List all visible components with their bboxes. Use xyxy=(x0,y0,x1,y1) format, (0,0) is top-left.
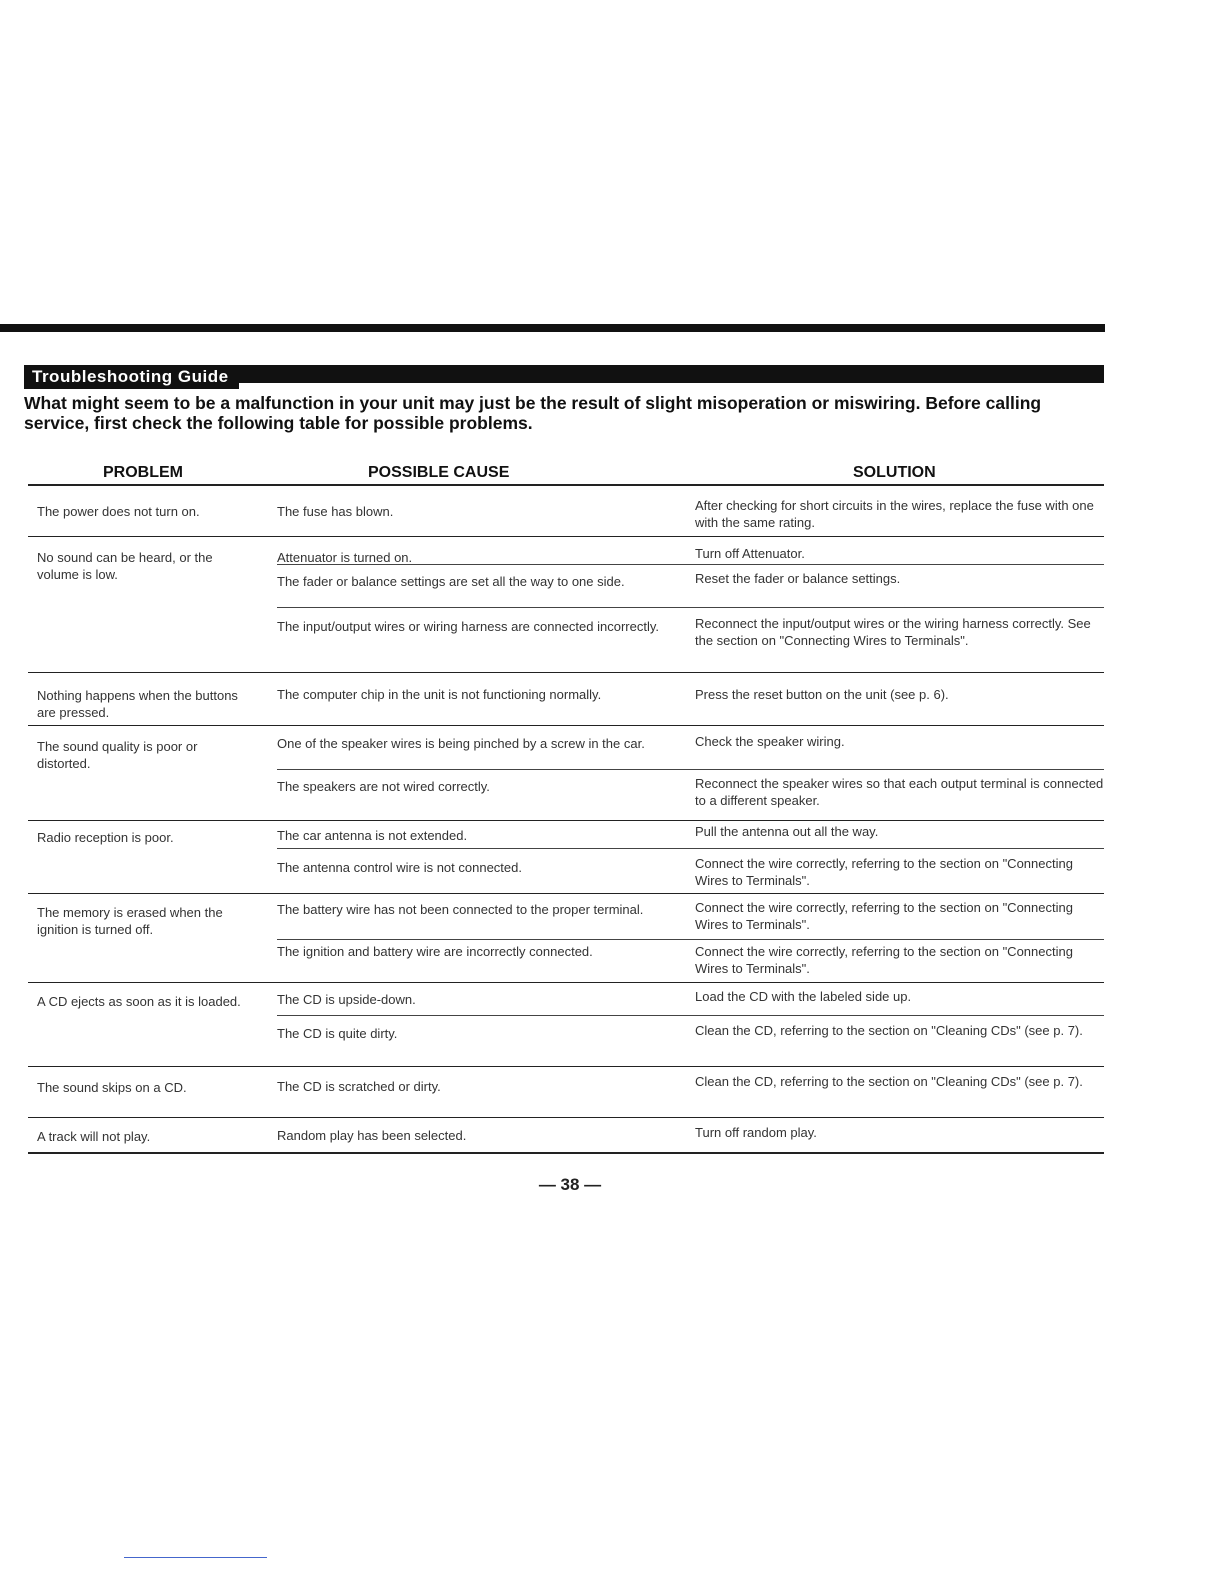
problem-text: Nothing happens when the buttons are pressed. xyxy=(37,688,238,720)
cause-row xyxy=(277,848,1104,893)
solution-text: Press the reset button on the unit (see p. 6). xyxy=(695,687,949,702)
cause-text: The input/output wires or wiring harness are connected incorrectly. xyxy=(277,619,660,634)
problem-text: The power does not turn on. xyxy=(37,504,200,519)
column-header-problem: PROBLEM xyxy=(103,464,183,481)
table-header xyxy=(28,460,1104,486)
cause-row xyxy=(277,564,1104,607)
cause-row xyxy=(277,607,1104,671)
cause-text: The battery wire has not been connected to the proper terminal. xyxy=(277,902,644,917)
column-header-cause: POSSIBLE CAUSE xyxy=(368,464,510,481)
problem-text: A track will not play. xyxy=(37,1129,151,1144)
cause-text: The car antenna is not extended. xyxy=(277,828,468,843)
solution-text: Reconnect the speaker wires so that each output terminal is connected to a different speaker. xyxy=(695,776,1104,808)
cause-row xyxy=(277,1118,1104,1152)
solution-text: Clean the CD, referring to the section on "Cleaning CDs" (see p. 7). xyxy=(695,1074,1083,1089)
cause-text: The fader or balance settings are set all the way to one side. xyxy=(277,574,625,589)
problem-text: Radio reception is poor. xyxy=(37,830,174,845)
cause-row xyxy=(277,726,1104,769)
problem-group xyxy=(28,983,1104,1067)
problem-group xyxy=(28,726,1104,821)
cause-text: Random play has been selected. xyxy=(277,1128,467,1143)
intro-text: What might seem to be a malfunction in your unit may just be the result of slight misoperation or miswiring. Before calling service, first check the following table for possible problems. xyxy=(24,393,1042,433)
problem-group xyxy=(28,821,1104,894)
cause-text: The fuse has blown. xyxy=(277,504,394,519)
solution-text: Connect the wire correctly, referring to the section on "Connecting Wires to Terminals". xyxy=(695,856,1073,888)
solution-text: Turn off Attenuator. xyxy=(695,546,805,561)
problem-group xyxy=(28,486,1104,537)
cause-text: The CD is quite dirty. xyxy=(277,1026,398,1041)
problem-text: The sound quality is poor or distorted. xyxy=(37,739,198,771)
solution-text: Load the CD with the labeled side up. xyxy=(695,989,912,1004)
top-rule xyxy=(0,324,1105,332)
cause-row xyxy=(277,486,1104,536)
solution-text: Connect the wire correctly, referring to the section on "Connecting Wires to Terminals". xyxy=(695,944,1073,976)
cause-text: The computer chip in the unit is not functioning normally. xyxy=(277,687,602,702)
solution-text: Pull the antenna out all the way. xyxy=(695,824,879,839)
cause-row xyxy=(277,1015,1104,1066)
cause-row xyxy=(277,894,1104,939)
problem-group xyxy=(28,673,1104,726)
problem-text: The memory is erased when the ignition is turned off. xyxy=(37,905,223,937)
problem-group xyxy=(28,1118,1104,1154)
problem-group xyxy=(28,1067,1104,1118)
problem-text: No sound can be heard, or the volume is low. xyxy=(37,550,213,582)
cause-row xyxy=(277,673,1104,725)
solution-text: After checking for short circuits in the wires, replace the fuse with one with the same rating. xyxy=(695,498,1094,530)
solution-text: Reconnect the input/output wires or the wiring harness correctly. See the section on "Connecting Wires to Terminals". xyxy=(695,616,1091,648)
bottom-link-line xyxy=(124,1557,267,1558)
page-number: — 38 — xyxy=(538,1175,602,1194)
cause-text: The CD is scratched or dirty. xyxy=(277,1079,441,1094)
cause-text: Attenuator is turned on. xyxy=(277,550,413,565)
problem-group xyxy=(28,894,1104,983)
cause-row xyxy=(277,821,1104,848)
cause-text: The ignition and battery wire are incorrectly connected. xyxy=(277,944,593,959)
column-header-solution: SOLUTION xyxy=(853,464,936,481)
cause-row xyxy=(277,939,1104,982)
cause-row xyxy=(277,769,1104,820)
cause-row xyxy=(277,983,1104,1015)
problem-text: A CD ejects as soon as it is loaded. xyxy=(37,994,241,1009)
cause-row xyxy=(277,537,1104,564)
cause-text: The CD is upside-down. xyxy=(277,992,416,1007)
solution-text: Check the speaker wiring. xyxy=(695,734,845,749)
cause-text: The speakers are not wired correctly. xyxy=(277,779,490,794)
cause-text: The antenna control wire is not connected. xyxy=(277,860,522,875)
solution-text: Turn off random play. xyxy=(695,1125,817,1140)
troubleshooting-table xyxy=(28,460,1104,1154)
solution-text: Clean the CD, referring to the section on "Cleaning CDs" (see p. 7). xyxy=(695,1023,1083,1038)
solution-text: Connect the wire correctly, referring to the section on "Connecting Wires to Terminals". xyxy=(695,900,1073,932)
cause-row xyxy=(277,1067,1104,1117)
cause-text: One of the speaker wires is being pinched by a screw in the car. xyxy=(277,736,645,751)
section-title: Troubleshooting Guide xyxy=(24,365,239,389)
solution-text: Reset the fader or balance settings. xyxy=(695,571,901,586)
problem-group xyxy=(28,537,1104,673)
problem-text: The sound skips on a CD. xyxy=(37,1080,187,1095)
